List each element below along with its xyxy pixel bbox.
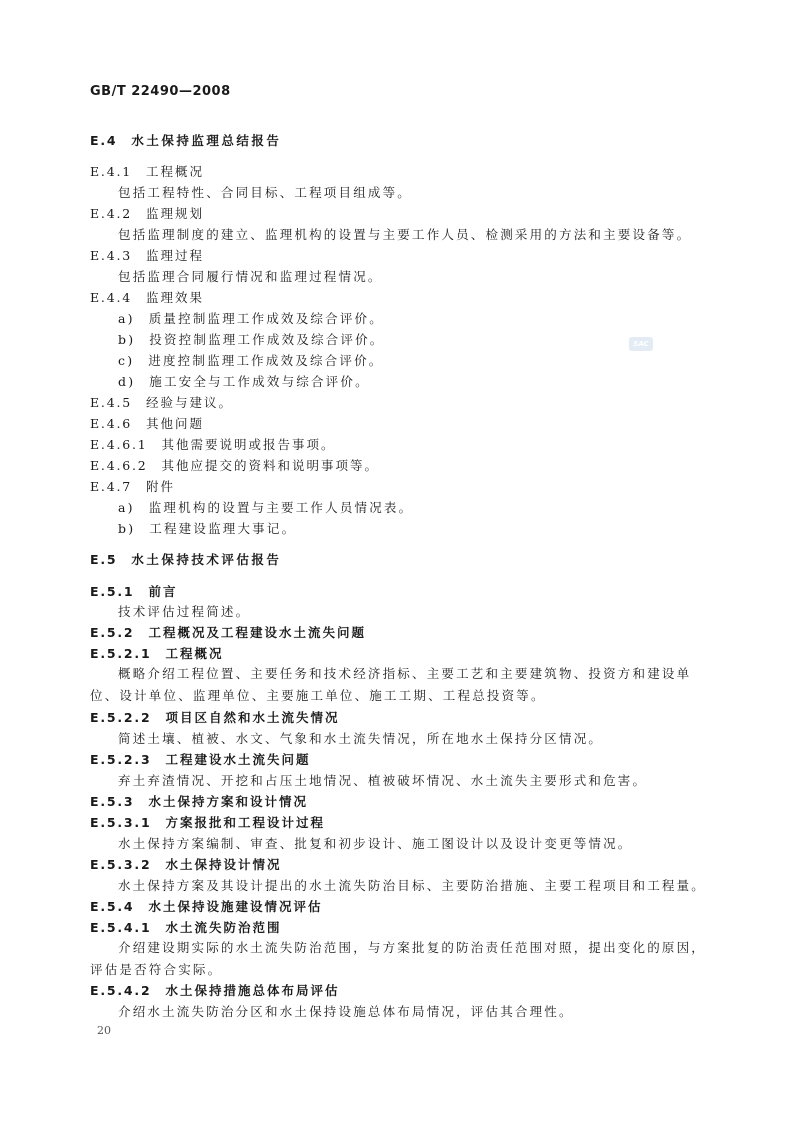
clause-heading: E.5.3.2 水土保持设计情况 [90,857,282,872]
paragraph: 介绍水土流失防治分区和水土保持设施总体布局情况，评估其合理性。 [118,1004,574,1019]
page-header [90,84,231,99]
paragraph: 包括监理合同履行情况和监理过程情况。 [118,269,383,284]
section-heading: E.4 水土保持监理总结报告 [90,133,282,148]
list-item: c) 进度控制监理工作成效及综合评价。 [118,353,384,368]
paragraph: 简述土壤、植被、水文、气象和水土流失情况，所在地水土保持分区情况。 [118,731,604,746]
clause-heading: E.5.4 水土保持设施建设情况评估 [90,899,323,914]
standard-code: GB/T 22490—2008 [90,84,231,99]
clause-heading: E.5.2 工程概况及工程建设水土流失问题 [90,625,366,640]
clause-heading: E.4.4 监理效果 [90,290,204,305]
clause-heading: E.5.2.2 项目区自然和水土流失情况 [90,710,340,725]
clause-heading: E.5.4.2 水土保持措施总体布局评估 [90,983,340,998]
clause-heading: E.4.2 监理规划 [90,206,204,221]
clause-heading: E.5.3.1 方案报批和工程设计过程 [90,815,325,830]
clause-heading: E.5.2.1 工程概况 [90,646,224,661]
sac-watermark-logo: SAC [629,337,653,351]
list-item: b) 投资控制监理工作成效及综合评价。 [118,332,385,347]
clause-heading: E.5.1 前言 [90,584,178,599]
paragraph: 介绍建设期实际的水土流失防治范围，与方案批复的防治责任范围对照，提出变化的原因，评估是否符合实际。 [90,940,707,977]
paragraph: 水土保持方案编制、审查、批复和初步设计、施工图设计以及设计变更等情况。 [118,836,633,851]
clause-heading: E.5.4.1 水土流失防治范围 [90,920,282,935]
list-item: d) 施工安全与工作成效与综合评价。 [118,374,370,389]
clause-heading: E.4.3 监理过程 [90,248,204,263]
clause-heading: E.5.2.3 工程建设水土流失问题 [90,752,311,767]
clause-heading: E.4.6.2 其他应提交的资料和说明事项等。 [90,458,380,473]
paragraph: 水土保持方案及其设计提出的水土流失防治目标、主要防治措施、主要工程项目和工程量。 [118,878,707,893]
paragraph: 弃土弃渣情况、开挖和占压土地情况、植被破坏情况、水土流失主要形式和危害。 [118,773,648,788]
list-item: a) 监理机构的设置与主要工作人员情况表。 [118,500,414,515]
page-number: 20 [97,1024,111,1037]
section-heading: E.5 水土保持技术评估报告 [90,552,282,567]
clause-heading: E.4.6 其他问题 [90,416,204,431]
list-item: b) 工程建设监理大事记。 [118,521,297,536]
clause-heading: E.5.3 水土保持方案和设计情况 [90,794,308,809]
paragraph: 包括监理制度的建立、监理机构的设置与主要工作人员、检测采用的方法和主要设备等。 [118,227,692,242]
clause-heading: E.4.5 经验与建议。 [90,395,233,410]
clause-heading: E.4.1 工程概况 [90,164,204,179]
paragraph: 概略介绍工程位置、主要任务和技术经济指标、主要工艺和主要建筑物、投资方和建设单位、设计单位、监理单位、主要施工单位、施工工期、工程总投资等。 [90,666,692,703]
clause-heading: E.4.7 附件 [90,479,175,494]
list-item: a) 质量控制监理工作成效及综合评价。 [118,311,384,326]
clause-heading: E.4.6.1 其他需要说明或报告事项。 [90,437,336,452]
paragraph: 包括工程特性、合同目标、工程项目组成等。 [118,185,413,200]
paragraph: 技术评估过程简述。 [118,604,251,619]
